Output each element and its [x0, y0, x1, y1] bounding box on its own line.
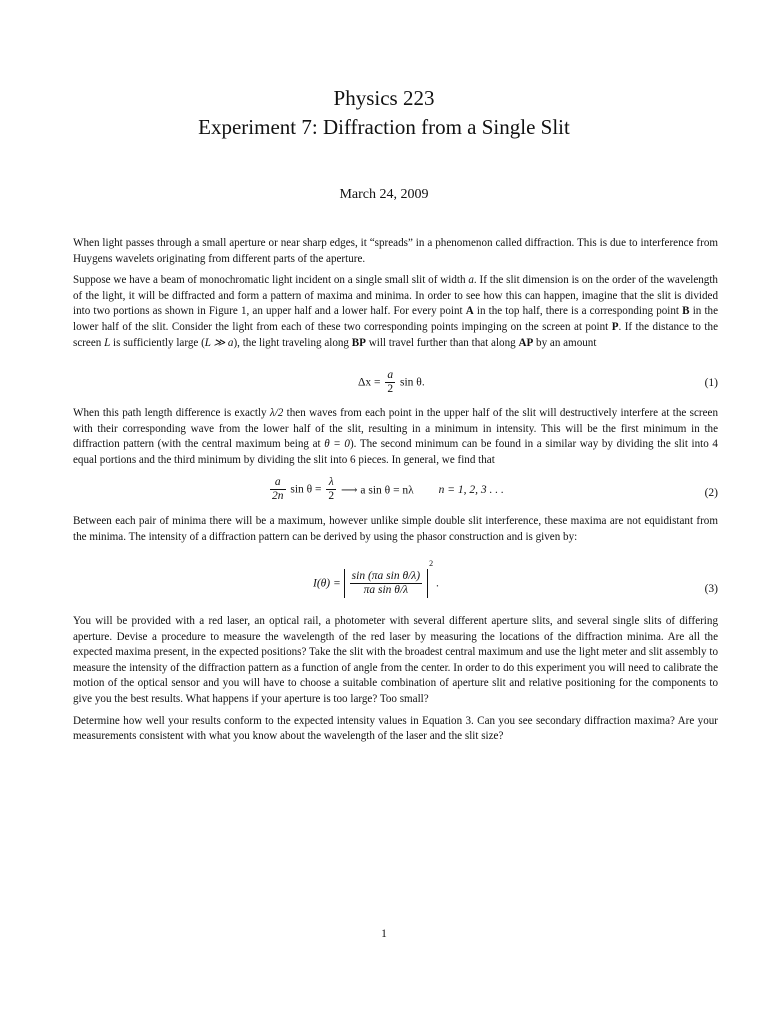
procedure-section	[73, 614, 718, 751]
equation-3-number: (3)	[704, 583, 718, 595]
page-number: 1	[381, 928, 387, 940]
minima-section	[73, 406, 718, 474]
paragraph-intro: When light passes through a small aperture or near sharp edges, it “spreads” in a phenomenon called diffraction. This is due to interference from Huygens wavelets originating from different parts of the aperture.	[73, 237, 718, 265]
paragraph-intensity: Between each pair of minima there will be a maximum, however unlike simple double slit interference, these maxima are not equidistant from the minima. The intensity of a diffraction pattern can be derived by using the phasor construction and is given by:	[73, 515, 718, 543]
intro-section	[73, 236, 718, 357]
paragraph-minima: When this path length difference is exactly λ/2 then waves from each point in the upper half of the slit will destructively interfere at the screen with their corresponding wave from the lower half of the slit, resulting in a minimum in intensity. This will be the first minimum in the diffraction pattern (with the central maximum being at θ = 0). The second minimum can be found in a similar way by dividing the slit into 4 equal portions and the third minimum by dividing the slit into 6 pieces. In general, we find that	[73, 407, 718, 466]
equation-3: I(θ) = $\frac{\text{sin (πa sin θ/λ)}}{\text{πa sin θ/λ}}$ $^2$ . (3)	[313, 559, 718, 596]
document-date: March 24, 2009	[339, 187, 429, 202]
paragraph-procedure: You will be provided with a red laser, an optical rail, a photometer with several different aperture slits, and several single slits of differing aperture. Devise a procedure to measure the wavelength of the red laser by measuring the locations of the diffraction minima. Are all the expected maxima present, in the expected positions? Take the slit with the broadest central maximum and use the light meter and slit assembly to measure the intensity of the diffraction pattern as a function of angle from the center. In order to do this experiment you will need to calibrate the motion of the optical sensor and you will have to choose a suitable combination of aperture slit and relative positioning for the components to give you the best results. What happens if your aperture is too large? Too small?	[73, 615, 718, 705]
experiment-title: Experiment 7: Diffraction from a Single Slit	[198, 115, 570, 139]
paragraph-setup: Suppose we have a beam of monochromatic light incident on a single small slit of width a. If the slit dimension is on the order of the wavelength of the light, it will be diffracted and form a pattern of maxima and minima. In order to see how this can happen, imagine that the slit is divided into two portions as shown in Figure 1, an upper half and a lower half. For every point A in the top half, there is a corresponding point B in the lower half of the slit. Consider the light from each of these two corresponding points impinging on the screen at point P. If the distance to the screen L is sufficiently large (L ≫ a), the light traveling along BP will travel further than that along AP by an amount	[73, 274, 718, 349]
intensity-section	[73, 514, 718, 551]
equation-1: Δx = $\frac{a}{2}$ sin θ. (1)	[358, 369, 718, 395]
equation-2-number: (2)	[704, 487, 718, 499]
course-title: Physics 223	[333, 86, 435, 110]
equation-2: $\frac{a}{2n}$ sin θ = $\frac{\lambda}{2}$ ⟶ a sin θ = nλ n = 1, 2, 3 . . . (2)	[272, 476, 718, 502]
title-block	[0, 84, 768, 142]
equation-1-number: (1)	[704, 377, 718, 389]
paragraph-analysis: Determine how well your results conform to the expected intensity values in Equation 3. Can you see secondary diffraction maxima? Are your measurements consistent with what you know about the wavelength of the laser and the slit size?	[73, 714, 718, 743]
